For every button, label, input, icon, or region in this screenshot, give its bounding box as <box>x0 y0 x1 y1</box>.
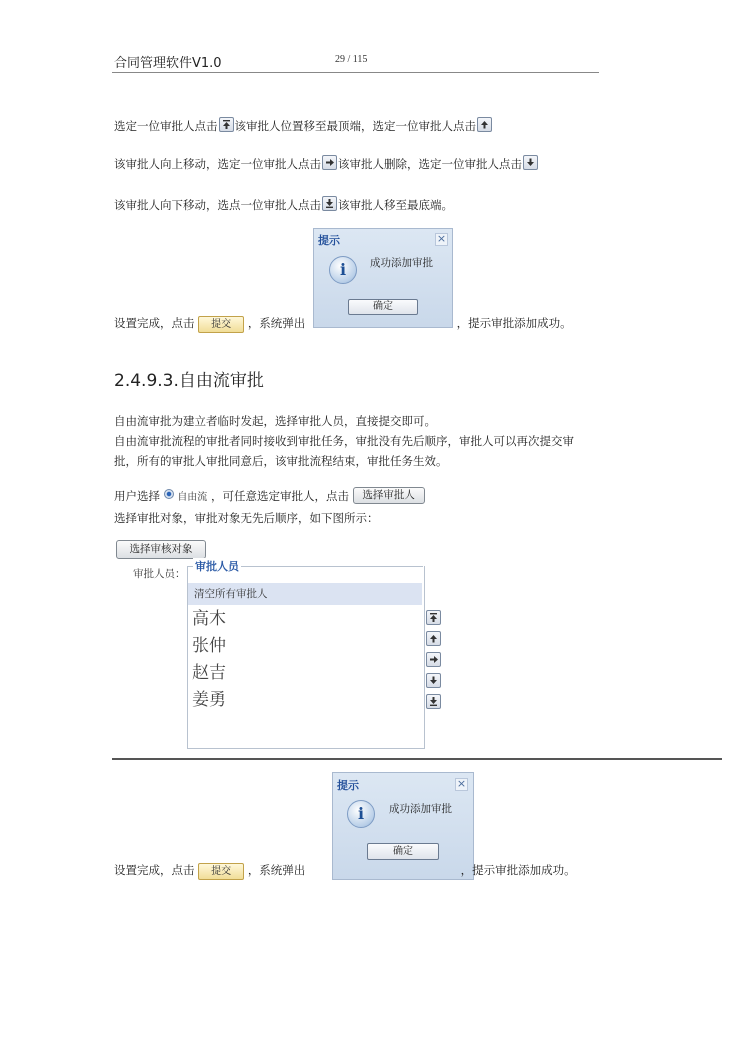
section-paragraph-1: 自由流审批为建立者临时发起，选择审批人员，直接提交即可。 <box>114 414 436 428</box>
content-divider <box>112 758 722 760</box>
select-instruction: 选择审批对象，审批对象无先后顺序，如下图所示： <box>114 511 379 525</box>
page-number: 29 / 115 <box>335 54 368 65</box>
section-paragraph-2: 自由流审批流程的审批者同时接收到审批任务，审批没有先后顺序，审批人可以再次提交审 <box>114 434 574 448</box>
remove-icon[interactable] <box>426 652 441 667</box>
text: ，可任意选定审批人，点击 <box>210 489 349 503</box>
dialog-title: 提示 <box>318 234 340 247</box>
text: 该审批人删除，选定一位审批人点击 <box>338 157 522 171</box>
text: 用户选择 <box>114 489 160 503</box>
move-up-icon <box>477 117 492 132</box>
text: 选定一位审批人点击 <box>114 119 218 133</box>
move-down-icon[interactable] <box>426 673 441 688</box>
fieldset-legend: 审批人员 <box>195 560 239 573</box>
text: 设置完成，点击 <box>114 863 195 877</box>
text: ，提示审批添加成功。 <box>456 316 572 330</box>
header-divider <box>112 72 599 73</box>
section-paragraph-3: 批，所有的审批人审批同意后，该审批流程结束，审批任务生效。 <box>114 454 448 468</box>
close-icon[interactable]: × <box>456 777 467 790</box>
text: 该审批人向上移动，选定一位审批人点击 <box>114 157 321 171</box>
section-heading: 2.4.9.3.自由流审批 <box>114 371 264 391</box>
list-item[interactable]: 张仲 <box>192 636 226 656</box>
select-approver-button[interactable]: 选择审批人 <box>353 487 425 504</box>
reorder-toolbar <box>426 610 440 709</box>
submit-button[interactable]: 提交 <box>198 863 244 880</box>
move-bottom-icon[interactable] <box>426 694 441 709</box>
move-top-icon[interactable] <box>426 610 441 625</box>
intro-line-2 <box>114 155 539 172</box>
select-review-object-button[interactable]: 选择审核对象 <box>116 540 206 559</box>
info-icon: i <box>347 800 375 828</box>
document-title: 合同管理软件V1.0 <box>114 56 222 71</box>
ok-button[interactable]: 确定 <box>348 299 418 315</box>
list-item[interactable]: 赵吉 <box>192 663 226 683</box>
dialog-title: 提示 <box>337 779 359 792</box>
text: 该审批人向下移动，选点一位审批人点击 <box>114 198 321 212</box>
dialog-message: 成功添加审批 <box>389 803 452 815</box>
approver-list <box>192 606 226 714</box>
submit-line-2 <box>114 862 576 880</box>
text: 该审批人位置移至最顶端，选定一位审批人点击 <box>234 119 476 133</box>
radio-free-flow[interactable] <box>164 489 174 499</box>
clear-all-approvers[interactable]: 清空所有审批人 <box>188 583 422 605</box>
close-icon[interactable]: × <box>436 232 447 245</box>
submit-line-1 <box>114 315 572 333</box>
move-down-icon <box>523 155 538 170</box>
approvers-label: 审批人员： <box>133 568 186 580</box>
text: ，提示审批添加成功。 <box>460 863 576 877</box>
move-up-icon[interactable] <box>426 631 441 646</box>
select-line <box>114 487 425 506</box>
text: ，系统弹出 <box>247 316 306 330</box>
success-dialog <box>313 228 453 328</box>
submit-button[interactable]: 提交 <box>198 316 244 333</box>
move-bottom-icon <box>322 196 337 211</box>
list-item[interactable]: 高木 <box>192 609 226 629</box>
info-icon: i <box>329 256 357 284</box>
text: ，系统弹出 <box>247 863 306 877</box>
dialog-message: 成功添加审批 <box>370 257 433 269</box>
intro-line-3 <box>114 196 453 213</box>
ok-button[interactable]: 确定 <box>367 843 439 860</box>
list-item[interactable]: 姜勇 <box>192 690 226 710</box>
radio-label: 自由流 <box>177 492 208 503</box>
remove-icon <box>322 155 337 170</box>
text: 该审批人移至最底端。 <box>338 198 453 212</box>
move-top-icon <box>219 117 234 132</box>
text: 设置完成，点击 <box>114 316 195 330</box>
intro-line-1 <box>114 117 493 134</box>
